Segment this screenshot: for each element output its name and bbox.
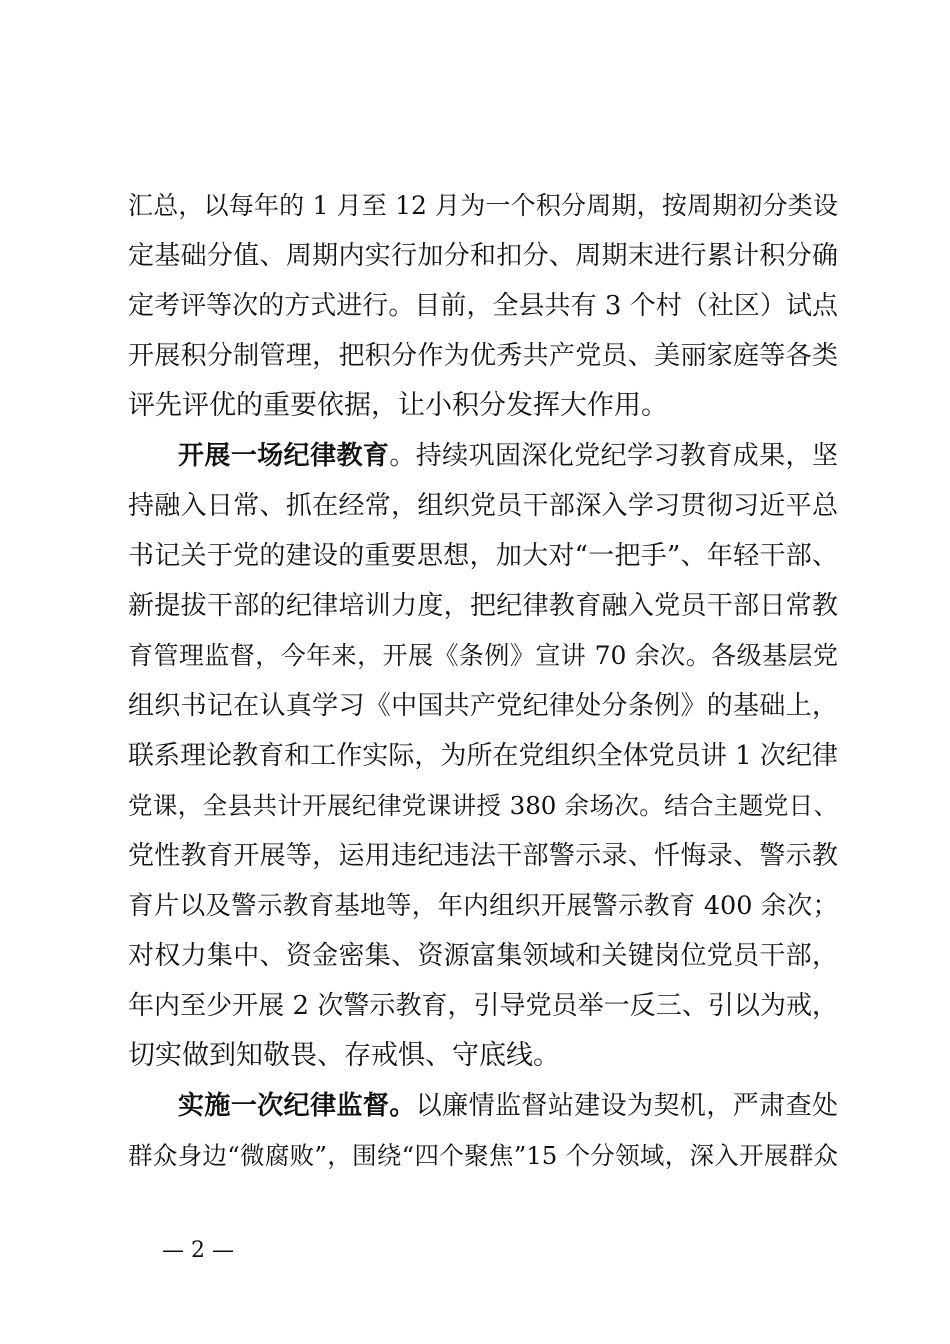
paragraph-line: 年内至少开展 2 次警示教育，引导党员举一反三、引以为戒，	[128, 991, 838, 1021]
paragraph-line: 定考评等次的方式进行。目前，全县共有 3 个村（社区）试点	[128, 291, 838, 321]
paragraph-line: 定基础分值、周期内实行加分和扣分、周期末进行累计积分确	[128, 241, 838, 271]
paragraph-line: 书记关于党的建设的重要思想，加大对“一把手”、年轻干部、	[128, 541, 838, 571]
paragraph-line: 开展积分制管理，把积分作为优秀共产党员、美丽家庭等各类	[128, 341, 838, 371]
paragraph-text: 以廉情监督站建设为契机，严肃查处	[415, 1091, 838, 1121]
page-number: — 2 —	[162, 1238, 234, 1263]
paragraph-line: 对权力集中、资金密集、资源富集领域和关键岗位党员干部，	[128, 941, 838, 971]
paragraph-first-line	[178, 1086, 838, 1126]
paragraph-line: 持融入日常、抓在经常，组织党员干部深入学习贯彻习近平总	[128, 491, 838, 521]
paragraph-line: 育片以及警示教育基地等，年内组织开展警示教育 400 余次；	[128, 891, 838, 921]
paragraph-line: 群众身边“微腐败”，围绕“四个聚焦”15 个分领域，深入开展群众	[128, 1141, 838, 1170]
section-heading: 实施一次纪律监督。	[178, 1091, 416, 1121]
paragraph-line: 新提拔干部的纪律培训力度，把纪律教育融入党员干部日常教	[128, 591, 838, 621]
paragraph-line: 切实做到知敬畏、存戒惧、守底线。	[128, 1040, 560, 1071]
paragraph-line: 汇总，以每年的 1 月至 12 月为一个积分周期，按周期初分类设	[128, 191, 838, 220]
section-heading: 开展一场纪律教育	[178, 441, 390, 471]
paragraph-line: 评先评优的重要依据，让小积分发挥大作用。	[128, 390, 668, 421]
paragraph-first-line	[178, 436, 838, 476]
paragraph-line: 育管理监督，今年来，开展《条例》宣讲 70 余次。各级基层党	[128, 641, 838, 670]
paragraph-text: 。持续巩固深化党纪学习教育成果，坚	[389, 441, 838, 471]
paragraph-line: 组织书记在认真学习《中国共产党纪律处分条例》的基础上，	[128, 691, 838, 721]
paragraph-line: 联系理论教育和工作实际，为所在党组织全体党员讲 1 次纪律	[128, 741, 838, 771]
paragraph-line: 党性教育开展等，运用违纪违法干部警示录、忏悔录、警示教	[128, 841, 838, 871]
paragraph-line: 党课，全县共计开展纪律党课讲授 380 余场次。结合主题党日、	[128, 791, 838, 820]
